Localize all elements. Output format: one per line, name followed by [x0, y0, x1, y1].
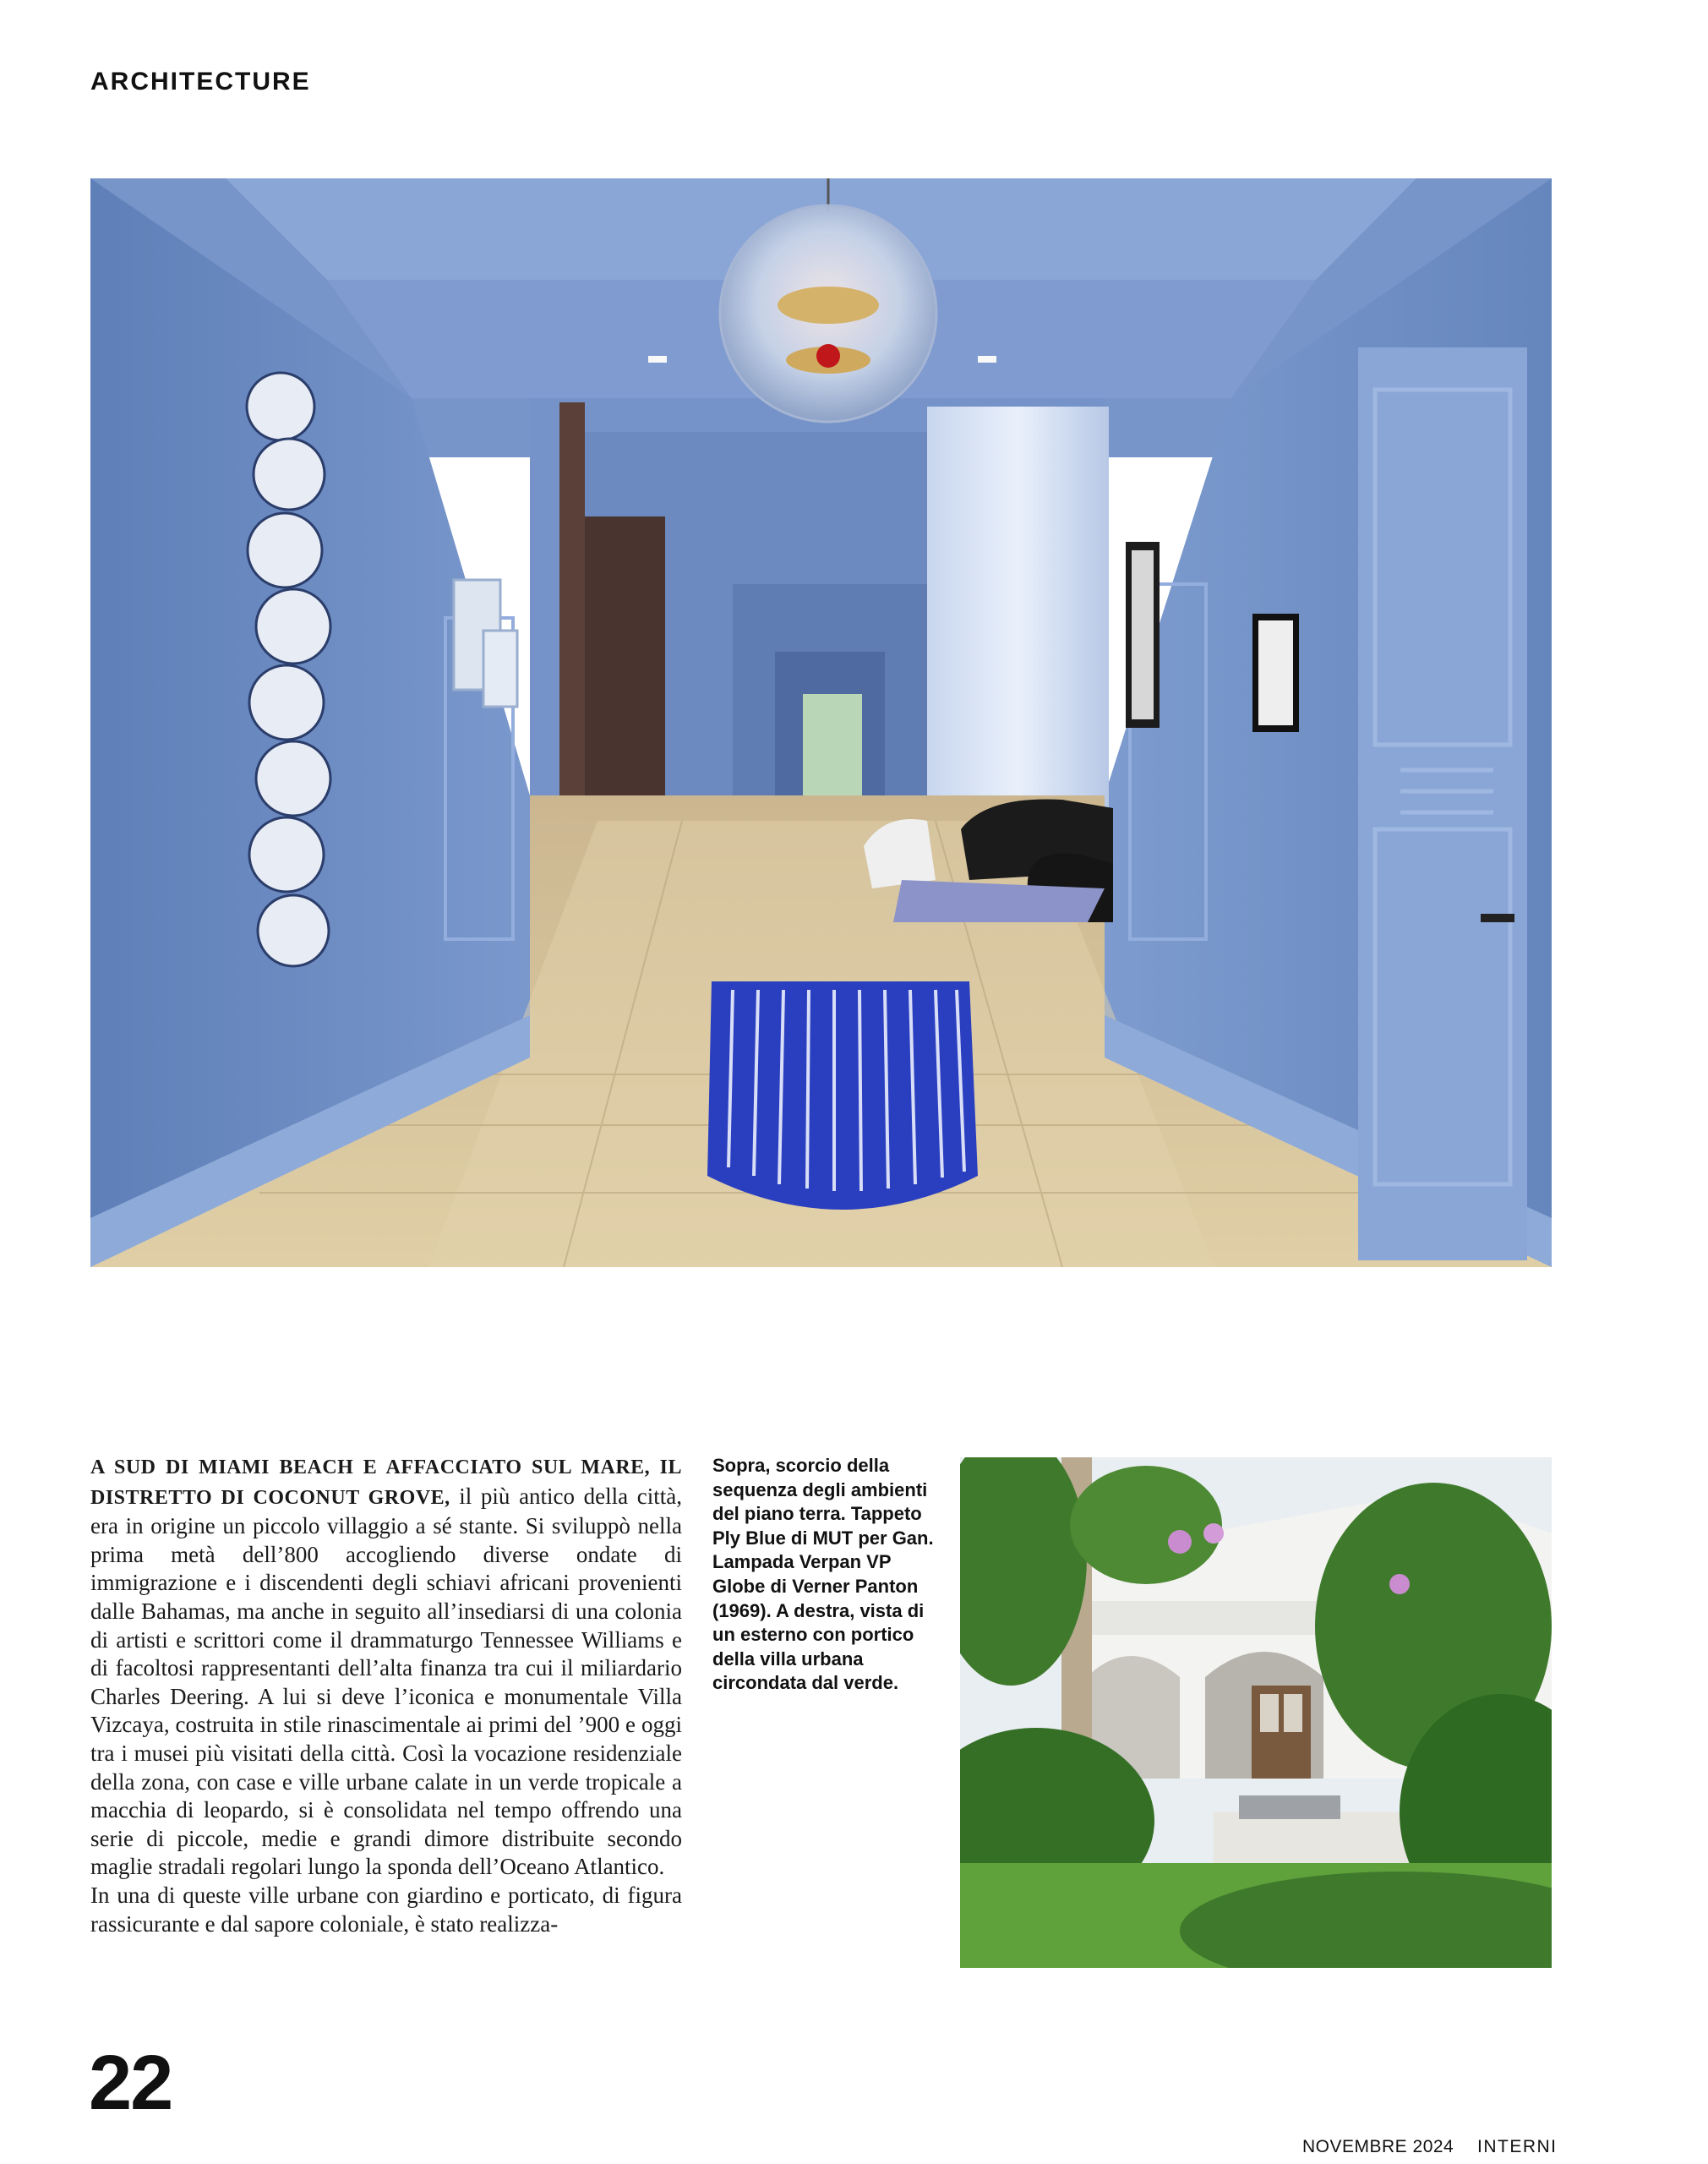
- villa-exterior-photo: [960, 1457, 1552, 1968]
- section-label: ARCHITECTURE: [90, 68, 311, 96]
- hallway-photo: [90, 178, 1552, 1267]
- article-text: il più antico della città, era in origine un piccolo villaggio a sé stante. Si sviluppò nella prima metà dell’800 accogliendo diverse ondate di immigrazione e i discendenti degli schiavi africani provenienti dalle Bahamas, ma anche in seguito all’insediarsi di una colonia di artisti e scrittori come il drammaturgo Tennessee Williams e di facoltosi rappresentanti dell’alta finanza tra cui il miliardario Charles Deering. A lui si deve l’iconica e monumentale Villa Vizcaya, costruita in stile rinascimentale ai primi del ’900 e oggi tra i musei più visitati della città. Così la vocazione residenziale della zona, con case e ville urbane calate in un verde tropicale a macchia di leopardo, si è consolidata nel tempo offrendo una serie di piccole, medie e grandi dimore distribuite secondo maglie stradali regolari lungo la sponda dell’Oceano Atlantico.: [90, 1483, 682, 1880]
- villa-exterior-illustration: [960, 1457, 1552, 1968]
- hallway-illustration: [90, 178, 1552, 1267]
- article-paragraph-2: In una di queste ville urbane con giardino e porticato, di figura rassicurante e dal sapore coloniale, è stato realizza-: [90, 1882, 682, 1937]
- caption-text: Sopra, scorcio della sequenza degli ambienti del piano terra. Tappeto Ply Blue di MUT per Gan. Lampada Verpan VP Globe di Verner Panton (1969). A destra, vista di un esterno con portico della villa urbana circondata dal verde.: [712, 1455, 934, 1694]
- article-paragraph-1: [90, 1452, 682, 1882]
- article-lead: A SUD DI MIAMI BEACH E AFFACCIATO SUL MARE, IL DISTRETTO DI COCONUT GROVE,: [90, 1456, 682, 1509]
- article-body: [90, 1452, 682, 1938]
- issue-date: NOVEMBRE 2024: [1302, 2137, 1454, 2156]
- photo-caption: [712, 1454, 941, 1696]
- magazine-name: INTERNI: [1477, 2137, 1558, 2156]
- page-number: 22: [89, 2040, 172, 2126]
